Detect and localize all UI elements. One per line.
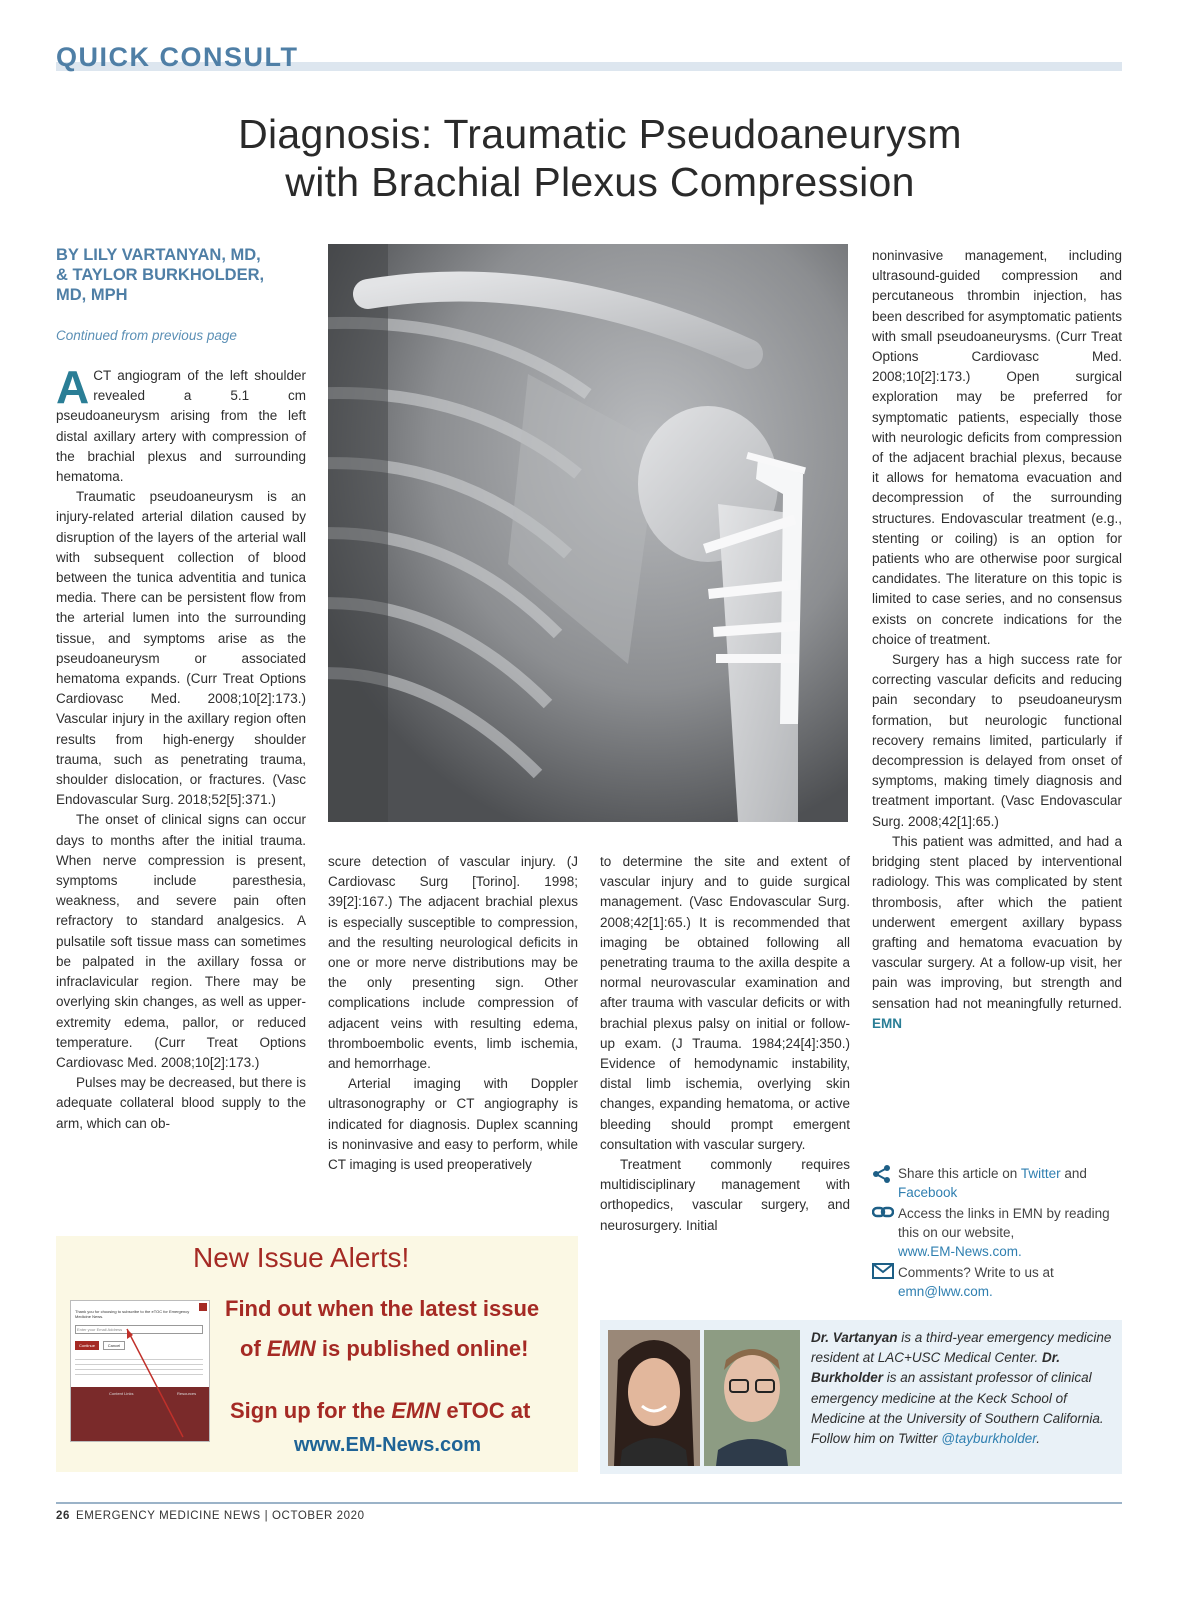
share-row-comments: Comments? Write to us at emn@lww.com. — [872, 1263, 1122, 1301]
share-row-links: Access the links in EMN by reading this on our website, www.EM-News.com. — [872, 1204, 1122, 1261]
headline-line-1: Diagnosis: Traumatic Pseudoaneurysm — [238, 111, 962, 157]
email-input: Enter your Email Address — [75, 1325, 203, 1334]
link-icon — [872, 1204, 898, 1261]
paragraph: to determine the site and extent of vascular injury and to guide surgical management. (Vasc Endovascular Surg. 2008;42[1]:65.) It is recommended that imaging be obtained following all penetrating trauma to the axilla despite a normal neurovascular examination and after trauma with vascular deficits or with brachial plexus palsy on initial or follow-up exam. (J Trauma. 1984;24[4]:350.) Evidence of hemodynamic instability, distal limb ischemia, overlying skin changes, expanding hematoma, or active bleeding should prompt emergent consultation with vascular surgery. — [600, 854, 850, 1152]
footer-content-links: Content Links — [109, 1391, 134, 1396]
facebook-link[interactable]: Facebook — [898, 1185, 958, 1200]
alert-title: New Issue Alerts! — [193, 1242, 410, 1273]
page-footer — [56, 1510, 365, 1522]
drop-cap: A — [56, 361, 90, 413]
article-column-2 — [328, 852, 578, 1175]
paragraph: ACT angiogram of the left shoulder revealed a 5.1 cm pseudoaneurysm arising from the left distal axillary artery with compression of the brachial plexus and surrounding hematoma. — [56, 361, 306, 485]
byline-line: MD, MPH — [56, 286, 128, 304]
paragraph: Pulses may be decreased, but there is adequate collateral blood supply to the arm, which can ob- — [56, 1075, 306, 1131]
byline-line: & TAYLOR BURKHOLDER, — [56, 266, 265, 284]
byline-line: BY LILY VARTANYAN, MD, — [56, 246, 261, 264]
footer-resources: Resources — [177, 1391, 197, 1396]
alert-line-3: Sign up for the EMN eTOC at — [230, 1398, 531, 1423]
alert-line-1: Find out when the latest issue — [225, 1296, 540, 1321]
headline — [60, 110, 1140, 206]
article-column-3 — [600, 852, 850, 1236]
share-row-social: Share this article on Twitter and Facebook — [872, 1164, 1122, 1202]
paragraph: noninvasive management, including ultrasound-guided compression and percutaneous thrombin injection, has been described for asymptomatic patients with small pseudoaneurysms. (Curr Treat Options Cardiovasc Med. 2008;10[2]:173.) Open surgical exploration may be preferred for symptomatic patients, especially those with neurologic deficits from compression of the adjacent brachial plexus, because it allows for hematoma evacuation and decompression of the surrounding structures. Endovascular treatment (e.g., stenting or coiling) is an option for patients who are otherwise poor surgical candidates. The literature on this topic is limited to case series, and no consensus exists on concrete indications for the choice of treatment. — [872, 248, 1122, 647]
paragraph: scure detection of vascular injury. (J Cardiovasc Surg [Torino]. 1998; 39[2]:167.) The adjacent brachial plexus is especially susceptible to compression, and the resulting neurological deficits in one or more nerve distributions may be the only presenting sign. Other complications include compression of adjacent veins with resulting edema, thromboembolic events, limb ischemia, and hemorrhage. — [328, 854, 578, 1072]
author-photo-vartanyan — [608, 1330, 700, 1466]
website-link[interactable]: www.EM-News.com. — [898, 1244, 1022, 1259]
continued-note: Continued from previous page — [56, 328, 237, 343]
twitter-link[interactable]: Twitter — [1020, 1166, 1061, 1181]
end-mark: EMN — [872, 1015, 902, 1031]
author-name: Dr. Burkholder — [811, 1350, 1060, 1386]
share-icon — [872, 1164, 898, 1202]
page-number: 26 — [56, 1510, 70, 1522]
paragraph: Surgery has a high success rate for correcting vascular deficits and reducing pain secondary to pseudoaneurysm formation, but neurologic functional recovery remains limited, particularly if decompression is delayed from onset of symptoms, making timely diagnosis and treatment important. (Vasc Endovascular Surg. 2008;42[1]:65.) — [872, 652, 1122, 829]
cancel-button: Cancel — [103, 1341, 125, 1350]
continue-button: Continue — [75, 1341, 99, 1350]
author-name: Dr. Vartanyan — [811, 1330, 898, 1345]
xray-image — [328, 244, 848, 822]
share-block — [872, 1164, 1122, 1303]
paragraph: Treatment commonly requires multidisciplinary management with orthopedics, vascular surgery, and neurosurgery. Initial — [600, 1157, 850, 1233]
twitter-handle-link[interactable]: @tayburkholder — [941, 1431, 1037, 1447]
alert-url-link[interactable]: www.EM-News.com — [294, 1434, 482, 1456]
headline-line-2: with Brachial Plexus Compression — [285, 159, 915, 205]
paragraph: Traumatic pseudoaneurysm is an injury-related arterial dilation caused by disruption of the layers of the arterial wall with subsequent collection of blood between the tunica adventitia and tunica media. There can be persistent flow from the arterial lumen into the surrounding tissue, and symptoms arise as the pseudoaneurysm or associated hematoma expands. (Curr Treat Options Cardiovasc Med. 2008;10[2]:173.) Vascular injury in the axillary region often results from high-energy shoulder trauma, such as penetrating trauma, shoulder dislocation, or fractures. (Vasc Endovascular Surg. 2018;52[5]:371.) — [56, 489, 306, 808]
email-link[interactable]: emn@lww.com. — [898, 1284, 993, 1299]
footer-rule — [56, 1502, 1122, 1504]
author-photo-burkholder — [704, 1330, 800, 1466]
author-bio-text: Dr. Vartanyan is a third-year emergency medicine resident at LAC+USC Medical Center. Dr. Burkholder is an assistant professor of clinical emergency medicine at the Keck School of Medicine at the University of Southern California. Follow him on Twitter @tayburkholder. — [811, 1330, 1112, 1447]
envelope-icon — [872, 1263, 898, 1301]
section-label: QUICK CONSULT — [56, 42, 299, 72]
alert-line-2: of EMN is published online! — [240, 1336, 529, 1361]
etoc-signup-screenshot — [70, 1300, 210, 1442]
footer-text: EMERGENCY MEDICINE NEWS | OCTOBER 2020 — [76, 1510, 365, 1522]
signup-heading: Thank you for choosing to subscribe to the eTOC for Emergency Medicine News. — [75, 1309, 190, 1319]
article-column-1 — [56, 361, 306, 1134]
article-column-4 — [872, 246, 1122, 1034]
paragraph: This patient was admitted, and had a bridging stent placed by interventional radiology. This was complicated by stent thrombosis, after which the patient underwent emergent axillary bypass grafting and hematoma evacuation by vascular surgery. At a follow-up visit, her pain was improving, but strength and sensation had not meaningfully returned. EMN — [872, 833, 1122, 1031]
paragraph: The onset of clinical signs can occur days to months after the initial trauma. When nerve compression is present, symptoms include paresthesia, weakness, and severe pain often refractory to standard analgesics. A pulsatile soft tissue mass can sometimes be palpated in the axillary fossa or infraclavicular region. There may be overlying skin changes, as well as upper-extremity edema, pallor, or reduced temperature. (Curr Treat Options Cardiovasc Med. 2008;10[2]:173.) — [56, 812, 306, 1070]
byline — [56, 245, 316, 305]
paragraph: Arterial imaging with Doppler ultrasonography or CT angiography is indicated for diagnosis. Duplex scanning is noninvasive and easy to perform, while CT imaging is used preoperatively — [328, 1076, 578, 1173]
arrow-icon — [71, 1301, 211, 1443]
